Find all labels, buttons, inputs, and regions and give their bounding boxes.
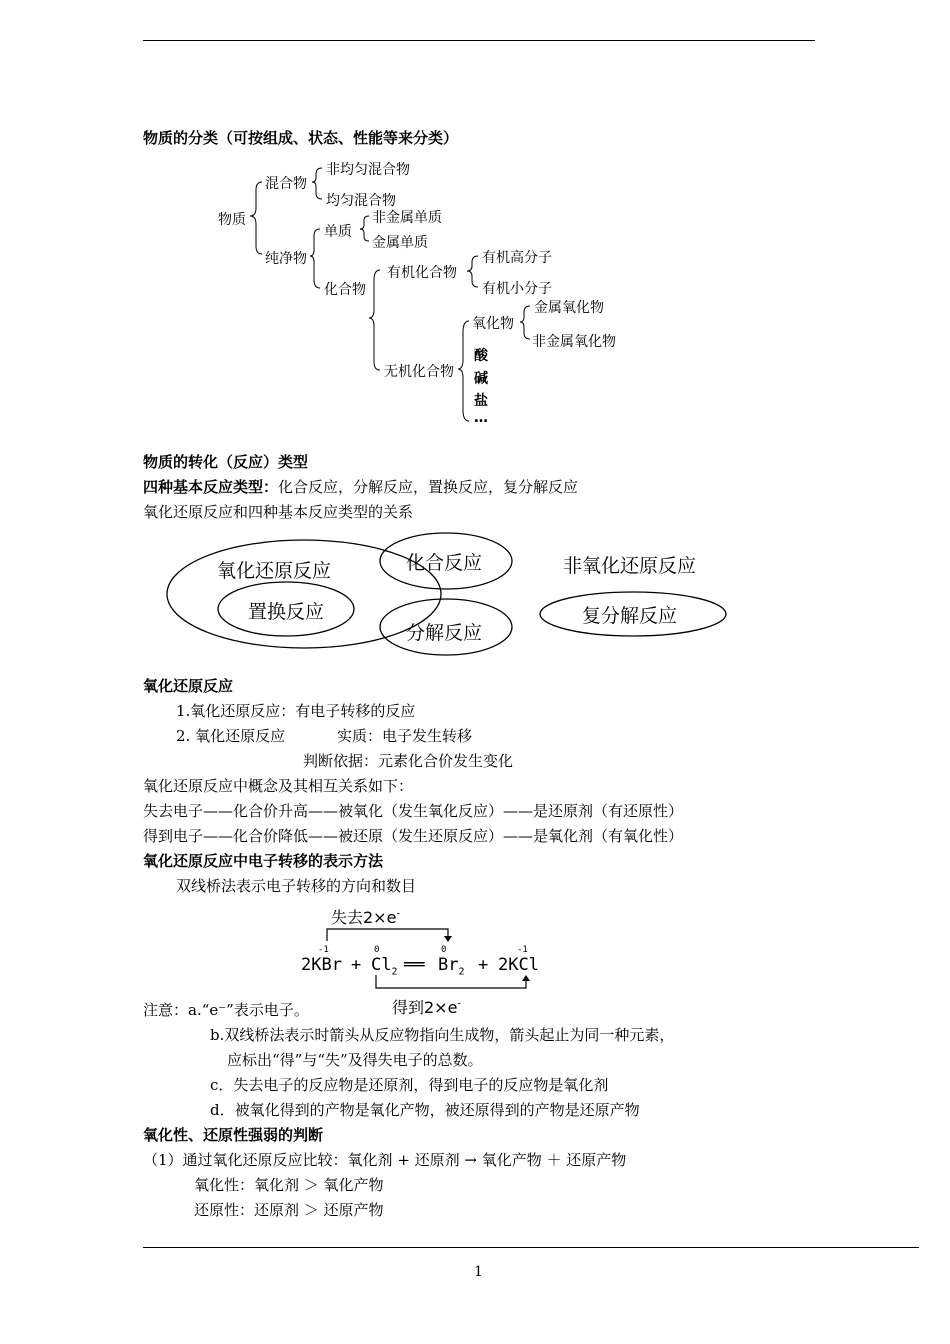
gain-electrons-text: 得到2×e — [392, 998, 458, 1017]
br-subscript: 2 — [458, 966, 465, 978]
redox-line3: 判断依据：元素化合价发生变化 — [303, 752, 514, 770]
tree-mixture: 混合物 — [265, 176, 307, 192]
note-d: d．被氧化得到的产物是氧化产物，被还原得到的产物是还原产物 — [210, 1101, 640, 1119]
tree-organic: 有机化合物 — [387, 265, 457, 281]
redox-heading: 氧化还原反应 — [143, 677, 234, 695]
tree-element: 单质 — [324, 224, 352, 240]
tree-nonmetal-oxide: 非金属氧化物 — [532, 334, 616, 350]
ox-state-br: 0 — [441, 945, 447, 955]
tree-base: 碱 — [474, 371, 488, 387]
venn-combination: 化合反应 — [406, 552, 483, 574]
ox-state-kbr: -1 — [318, 945, 329, 955]
redox-line5: 失去电子——化合价升高——被氧化（发生氧化反应）——是还原剂（有还原性） — [143, 802, 684, 820]
tree-salt: 盐 — [474, 393, 488, 409]
equation-arrow: ══ — [404, 955, 425, 975]
tree-root: 物质 — [218, 212, 246, 228]
tree-organic-high: 有机高分子 — [482, 250, 552, 266]
relation-line: 氧化还原反应和四种基本反应类型的关系 — [143, 503, 414, 521]
strength-heading: 氧化性、还原性强弱的判断 — [143, 1126, 324, 1144]
classification-heading: 物质的分类（可按组成、状态、性能等来分类） — [143, 129, 459, 147]
strength-line2: 氧化性：氧化剂 ＞ 氧化产物 — [194, 1176, 384, 1194]
kbr-formula: 2KBr — [301, 955, 342, 975]
venn-redox: 氧化还原反应 — [217, 560, 332, 582]
tree-inorganic: 无机化合物 — [384, 364, 454, 380]
lose-electrons-sup: - — [396, 908, 401, 920]
note-a: 注意：a.“e⁻”表示电子。 — [143, 1001, 309, 1019]
plus-sign-1: + — [351, 955, 362, 975]
redox-line2a: 2. 氧化还原反应 — [176, 727, 286, 745]
venn-displacement: 置换反应 — [248, 601, 325, 623]
tree-acid: 酸 — [474, 348, 488, 364]
basic-types-label: 四种基本反应类型： — [143, 478, 279, 496]
ox-state-cl: 0 — [374, 945, 380, 955]
gain-electrons-sup: - — [457, 998, 462, 1010]
br-symbol: Br — [438, 955, 459, 975]
page-number: 1 — [474, 1264, 483, 1280]
redox-line4: 氧化还原反应中概念及其相互关系如下： — [143, 777, 414, 795]
strength-line1: （1）通过氧化还原反应比较：氧化剂 + 还原剂 → 氧化产物 ＋ 还原产物 — [143, 1151, 627, 1169]
gain-electrons-label — [392, 995, 461, 1018]
basic-types-text: 化合反应，分解反应，置换反应，复分解反应 — [278, 478, 579, 496]
venn-double-decomposition: 复分解反应 — [582, 605, 678, 627]
strength-line3: 还原性：还原剂 ＞ 还原产物 — [194, 1201, 384, 1219]
tree-organic-small: 有机小分子 — [482, 281, 552, 297]
redox-line6: 得到电子——化合价降低——被还原（发生还原反应）——是氧化剂（有氧化性） — [143, 827, 684, 845]
lose-electrons-text: 失去2×e — [331, 908, 397, 927]
tree-homogeneous: 均匀混合物 — [326, 193, 396, 209]
note-c: c．失去电子的反应物是还原剂，得到电子的反应物是氧化剂 — [210, 1076, 609, 1094]
tree-compound: 化合物 — [324, 282, 366, 298]
cl2-formula — [371, 955, 398, 977]
conversion-heading: 物质的转化（反应）类型 — [143, 453, 309, 471]
tree-pure: 纯净物 — [265, 251, 307, 267]
tree-metal-element: 金属单质 — [372, 235, 428, 251]
br2-formula — [438, 955, 465, 977]
transfer-intro: 双线桥法表示电子转移的方向和数目 — [176, 877, 417, 895]
venn-non-redox: 非氧化还原反应 — [563, 555, 697, 577]
cl-subscript: 2 — [391, 966, 398, 978]
cl-symbol: Cl — [371, 955, 392, 975]
tree-metal-oxide: 金属氧化物 — [534, 300, 604, 316]
tree-oxide: 氧化物 — [472, 316, 514, 332]
kcl-formula: 2KCl — [498, 955, 539, 975]
note-b2: 应标出“得”与“失”及得失电子的总数。 — [227, 1051, 483, 1069]
transfer-heading: 氧化还原反应中电子转移的表示方法 — [143, 852, 384, 870]
tree-heterogeneous: 非均匀混合物 — [326, 162, 410, 178]
venn-decomposition: 分解反应 — [406, 622, 483, 644]
ox-state-kcl: -1 — [517, 945, 528, 955]
tree-etc: … — [474, 410, 488, 426]
redox-line1: 1.氧化还原反应：有电子转移的反应 — [176, 702, 416, 720]
tree-nonmetal-element: 非金属单质 — [372, 210, 442, 226]
redox-line2b: 实质：电子发生转移 — [337, 727, 473, 745]
note-b1: b.双线桥法表示时箭头从反应物指向生成物，箭头起止为同一种元素， — [210, 1026, 675, 1044]
plus-sign-2: + — [478, 955, 489, 975]
